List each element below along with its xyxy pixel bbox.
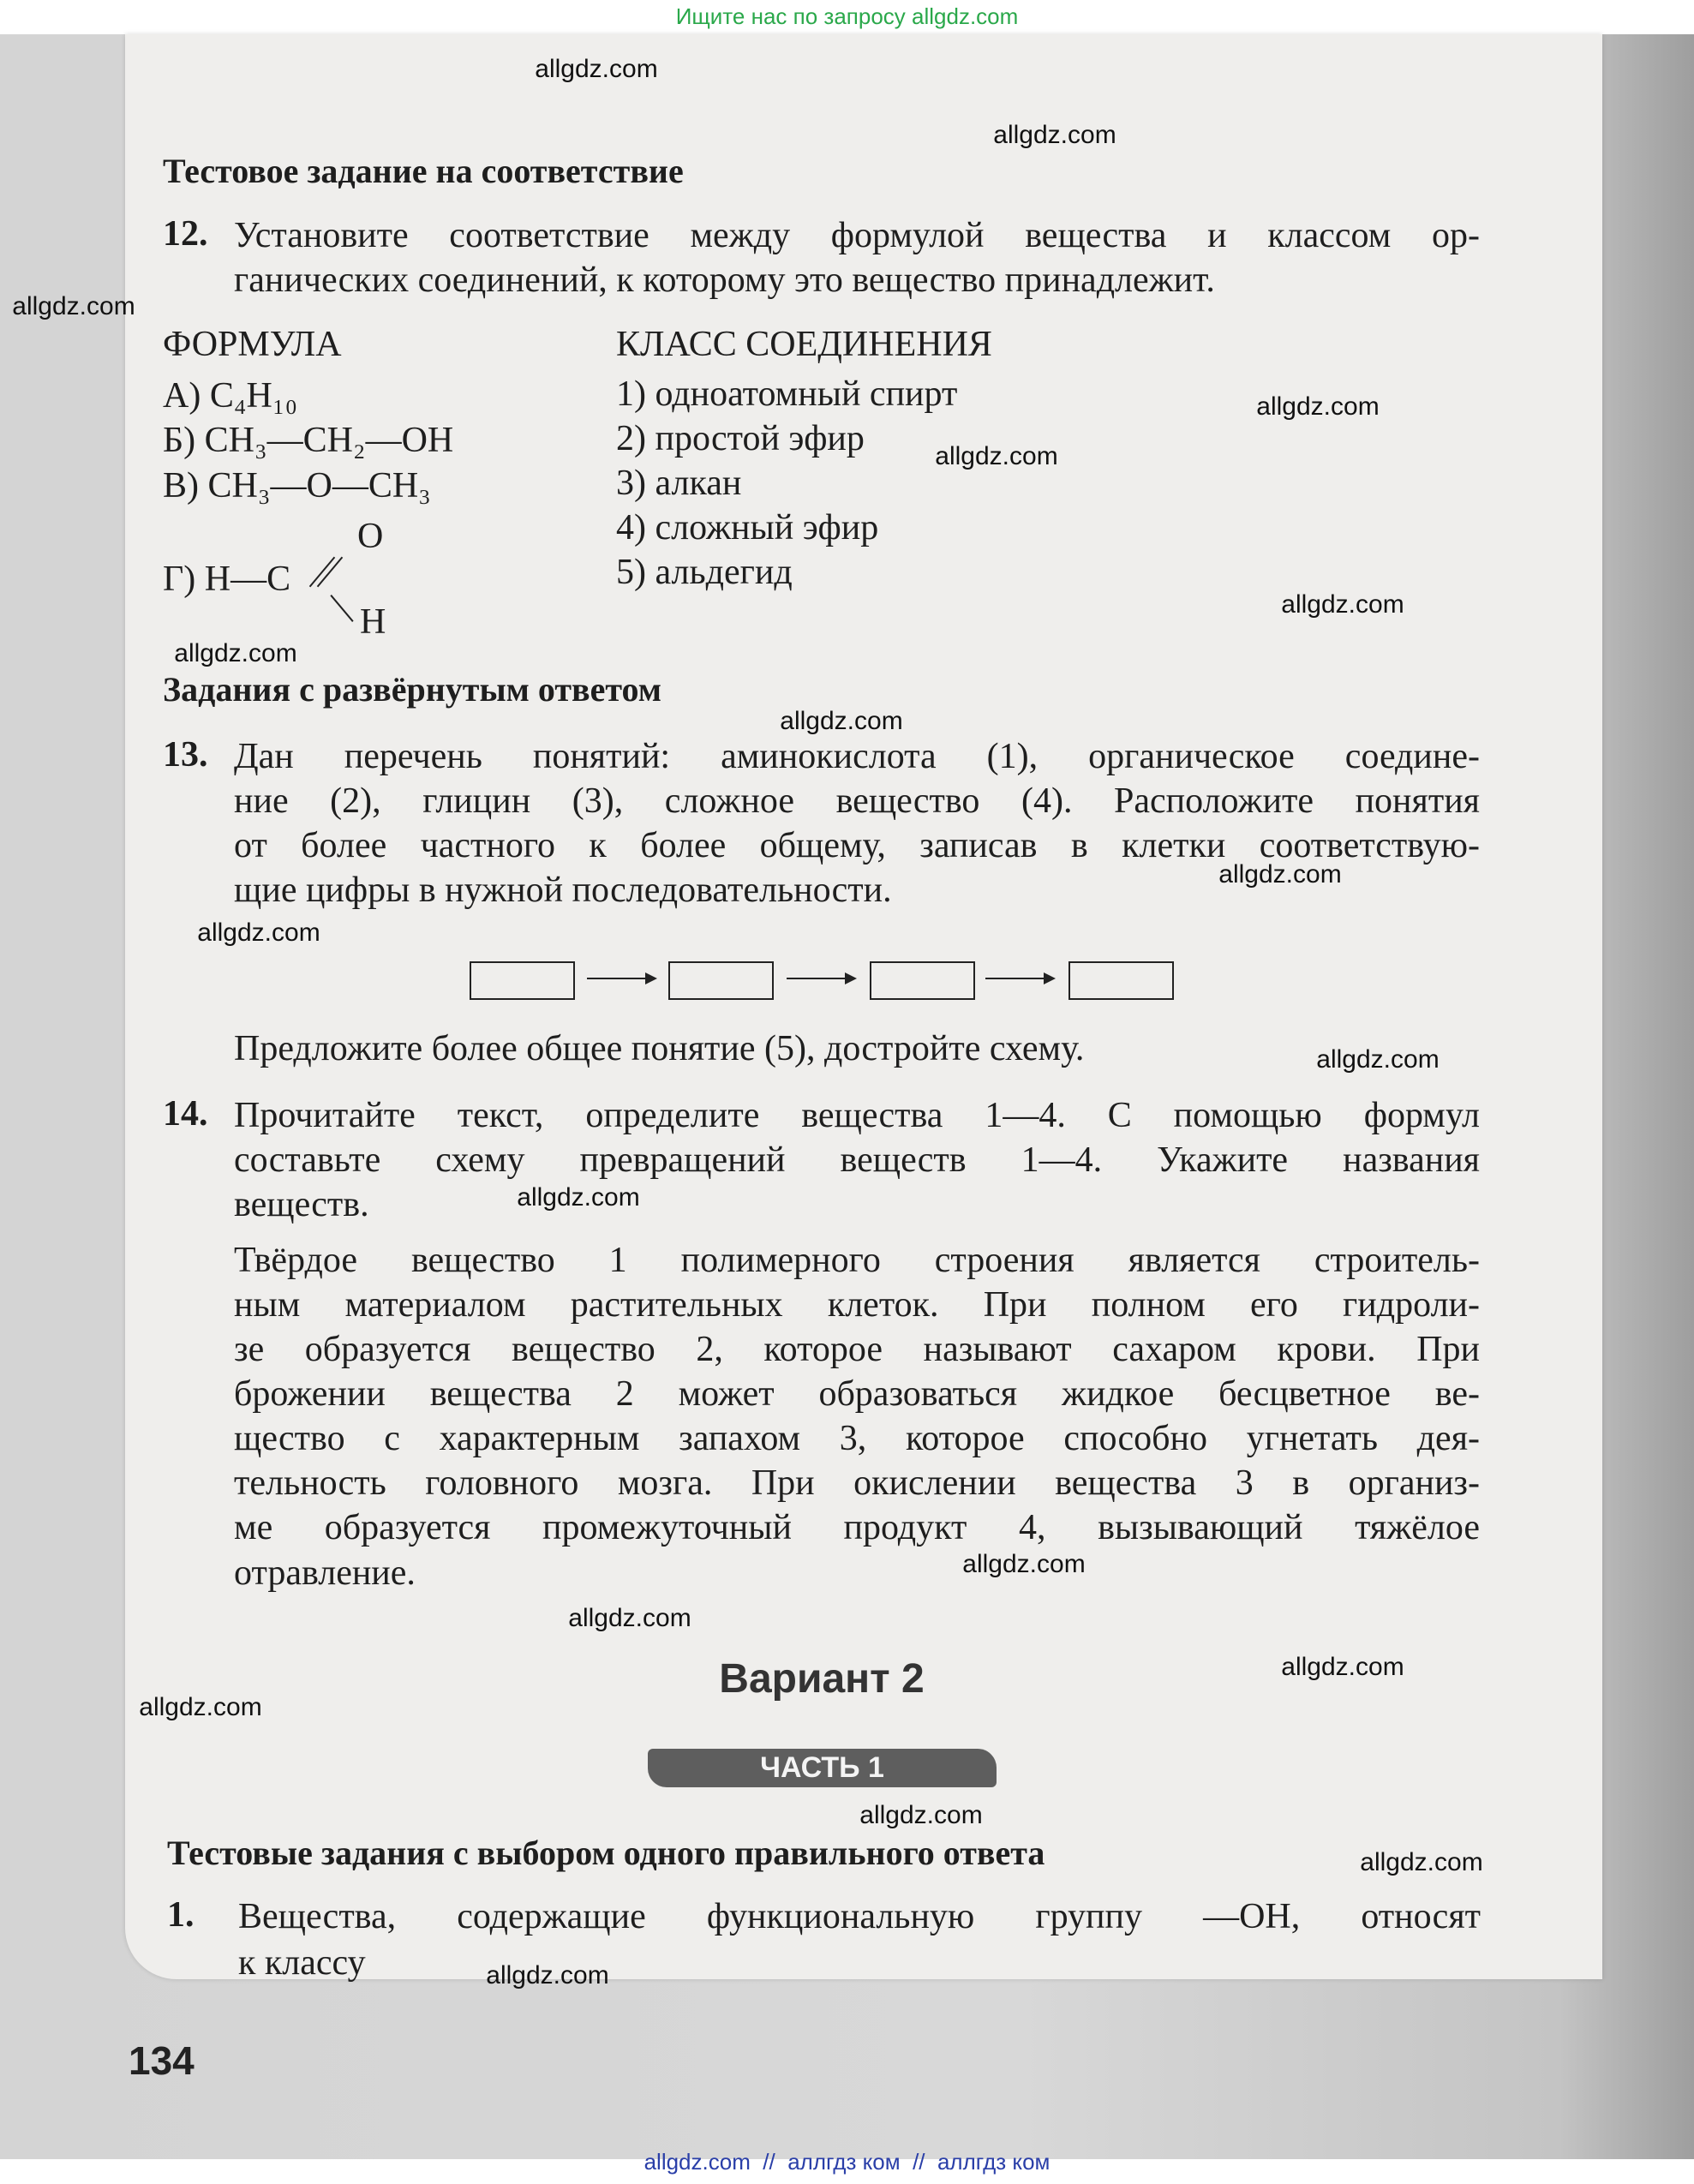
q14-paragraph-line: Твёрдое вещество 1 полимерного строения является строитель- — [234, 1241, 1480, 1280]
q1-line: к классу — [238, 1943, 366, 1983]
variant-title: Вариант 2 — [719, 1656, 925, 1702]
q12-line: ганических соединений, к которому это вещество принадлежит. — [234, 260, 1215, 300]
q14-paragraph-line: щество с характерным запахом 3, которое способно угнетать дея- — [234, 1419, 1480, 1458]
q14-line: Прочитайте текст, определите вещества 1—4. С помощью формул — [234, 1096, 1480, 1135]
watermark: allgdz.com — [962, 1550, 1086, 1578]
watermark: allgdz.com — [993, 121, 1116, 149]
answer-box-2[interactable] — [668, 961, 774, 1000]
footer-links[interactable]: allgdz.com // аллгдз ком // аллгдз ком — [643, 2149, 1051, 2175]
q13-line: ние (2), глицин (3), сложное вещество (4). Расположите понятия — [234, 781, 1480, 821]
q14-line: составьте схему превращений веществ 1—4. Укажите названия — [234, 1140, 1480, 1180]
arrow-icon — [985, 978, 1054, 979]
watermark: allgdz.com — [486, 1961, 609, 1990]
watermark: allgdz.com — [780, 707, 903, 735]
top-banner[interactable]: Ищите нас по запросу allgdz.com — [675, 3, 1019, 29]
watermark: allgdz.com — [174, 639, 297, 667]
class-option: 4) сложный эфир — [616, 508, 879, 547]
q1-line: Вещества, содержащие функциональную группу —OH, относят — [238, 1897, 1481, 1936]
watermark: allgdz.com — [12, 292, 135, 320]
q14-paragraph-line: ме образуется промежуточный продукт 4, вызывающий тяжёлое — [234, 1508, 1480, 1547]
q14-paragraph-line: брожении вещества 2 может образоваться жидкое бесцветное ве- — [234, 1374, 1480, 1414]
watermark: allgdz.com — [1218, 860, 1342, 889]
section-heading-extended: Задания с развёрнутым ответом — [163, 670, 662, 709]
class-header: КЛАСС СОЕДИНЕНИЯ — [616, 325, 992, 364]
watermark: allgdz.com — [935, 442, 1058, 470]
answer-box-1[interactable] — [470, 961, 575, 1000]
watermark: allgdz.com — [139, 1693, 262, 1721]
q13-line: Дан перечень понятий: аминокислота (1), органическое соедине- — [234, 737, 1480, 776]
q14-paragraph-line: отравление. — [234, 1553, 416, 1593]
watermark: allgdz.com — [517, 1183, 640, 1212]
question-number-12: 12. — [163, 214, 208, 254]
q12-line: Установите соответствие между формулой вещества и классом ор- — [234, 216, 1480, 255]
class-option: 5) альдегид — [616, 553, 793, 592]
watermark: allgdz.com — [535, 55, 658, 83]
formula-v: В) CH₃—O—CH₃ — [163, 466, 431, 506]
page-number: 134 — [129, 2038, 195, 2083]
q14-paragraph-line: ным материалом растительных клеток. При полном его гидроли- — [234, 1285, 1480, 1325]
answer-box-4[interactable] — [1068, 961, 1174, 1000]
arrow-icon — [787, 978, 855, 979]
watermark: allgdz.com — [1281, 1653, 1404, 1681]
watermark: allgdz.com — [859, 1801, 983, 1829]
formula-b: Б) CH₃—CH₂—OH — [163, 421, 454, 460]
q14-line: веществ. — [234, 1185, 369, 1224]
watermark: allgdz.com — [1281, 590, 1404, 619]
formula-g-hydrogen: H — [360, 602, 386, 642]
question-number-1: 1. — [167, 1895, 195, 1935]
q13-line: от более частного к более общему, записав в клетки соответствую- — [234, 826, 1480, 865]
question-number-13: 13. — [163, 735, 208, 775]
part-banner — [648, 1749, 997, 1787]
formula-g-oxygen: O — [357, 517, 384, 556]
watermark: allgdz.com — [197, 918, 320, 947]
watermark: allgdz.com — [1316, 1045, 1440, 1074]
formula-a: А) C₄H₁₀ — [163, 376, 298, 416]
formula-header: ФОРМУЛА — [163, 325, 342, 364]
class-option: 1) одноатомный спирт — [616, 374, 958, 414]
section-heading-single-choice: Тестовые задания с выбором одного правильного ответа — [167, 1834, 1045, 1872]
arrow-icon — [587, 978, 655, 979]
q14-paragraph-line: зе образуется вещество 2, которое называют сахаром крови. При — [234, 1330, 1480, 1369]
watermark: allgdz.com — [1360, 1848, 1483, 1876]
section-heading-matching: Тестовое задание на соответствие — [163, 152, 684, 190]
formula-g: Г) H—C — [163, 559, 291, 599]
q14-paragraph-line: тельность головного мозга. При окислении вещества 3 в организ- — [234, 1463, 1480, 1503]
watermark: allgdz.com — [568, 1604, 691, 1632]
class-option: 3) алкан — [616, 464, 742, 503]
question-number-14: 14. — [163, 1094, 208, 1134]
q13-line: щие цифры в нужной последовательности. — [234, 871, 892, 910]
answer-box-3[interactable] — [870, 961, 975, 1000]
watermark: allgdz.com — [1256, 392, 1380, 421]
class-option: 2) простой эфир — [616, 419, 865, 458]
part-label: ЧАСТЬ 1 — [760, 1751, 884, 1784]
q13-followup: Предложите более общее понятие (5), достройте схему. — [234, 1029, 1085, 1068]
